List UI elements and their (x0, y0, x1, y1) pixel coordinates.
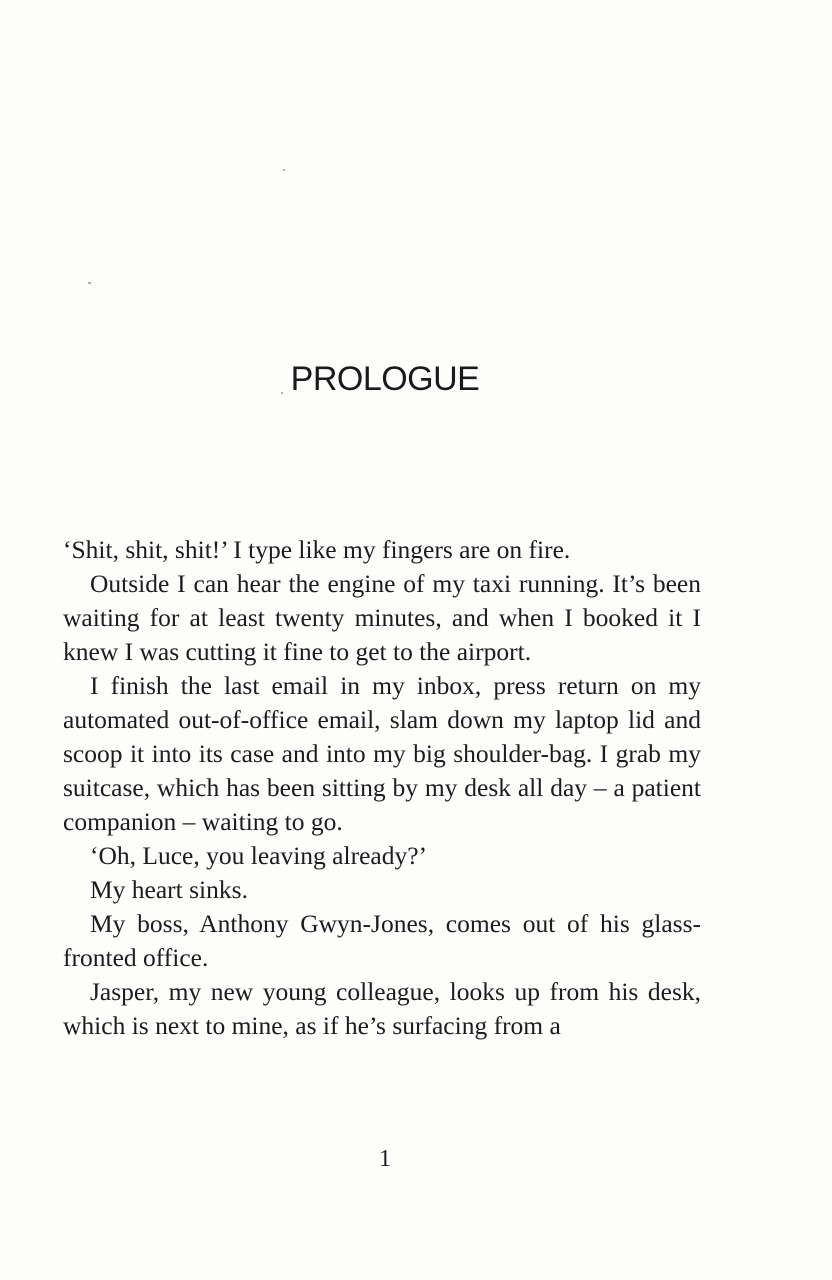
paper-speck (283, 169, 285, 171)
paper-speck (88, 282, 91, 284)
body-text (63, 533, 701, 1043)
paragraph: ‘Shit, shit, shit!’ I type like my fingers are on fire. (63, 535, 571, 564)
paragraph: Jasper, my new young colleague, looks up from his desk, which is next to mine, as if he’s surfacing from a (63, 977, 701, 1040)
chapter-title: PROLOGUE (290, 360, 480, 398)
paragraph: Outside I can hear the engine of my taxi running. It’s been waiting for at least twenty minutes, and when I booked it I knew I was cutting it fine to get to the airport. (63, 569, 701, 666)
paragraph: ‘Oh, Luce, you leaving already?’ (90, 841, 428, 870)
page-number: 1 (379, 1146, 391, 1172)
paragraph: My boss, Anthony Gwyn-Jones, comes out of his glass-fronted office. (63, 909, 701, 972)
paragraph: My heart sinks. (90, 875, 248, 904)
paragraph: I finish the last email in my inbox, press return on my automated out-of-office email, slam down my laptop lid and scoop it into its case and into my big shoulder-bag. I grab my suitcase, which has been sitting by my desk all day – a patient companion – waiting to go. (63, 671, 701, 836)
